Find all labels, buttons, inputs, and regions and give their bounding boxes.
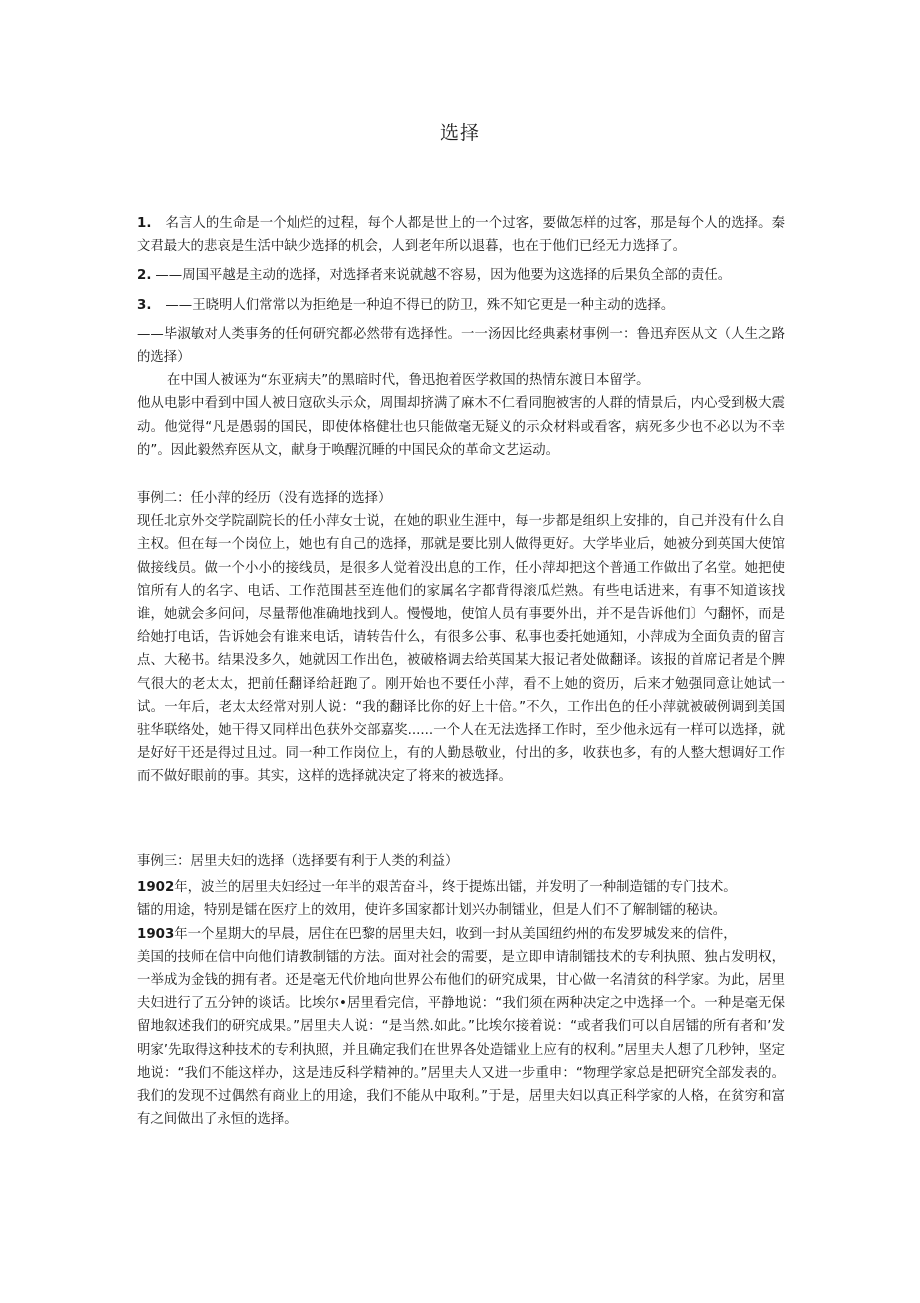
example3-body: 美国的技师在信中向他们请教制镭的方法。面对社会的需要，是立即申请制镭技术的专利执照、独占发明权，一举成为金钱的拥有者。还是毫无代价地向世界公布他们的研究成果，甘心做一名清贫的科学家。为此，居里夫妇进行了五分钟的谈话。比埃尔•居里看完信，平静地说：“我们须在两种决定之中选择一个。一种是毫无保留地叙述我们的研究成果。”居里夫人说：“是当然.如此。”比埃尔接着说：“或者我们可以自居镭的所有者和’发明家’先取得这种技术的专利执照，并且确定我们在世界各处造镭业上应有的权利。”居里夫人想了几秒钟，坚定地说：“我们不能这样办，这是违反科学精神的。”居里夫人又进一步重申：“物理学家总是把研究全部发表的。我们的发现不过偶然有商业上的用途，我们不能从中取利。”于是，居里夫妇以真正科学家的人格，在贫穷和富有之间做出了永恒的选择。 xyxy=(137,949,785,1128)
quote-text: 名言人的生命是一个灿烂的过程，每个人都是世上的一个过客，要做怎样的过客，那是每个人的选择。秦文君最大的悲哀是生活中缺少选择的机会，人到老年所以退暮，也在于他们已经无力选择了。 xyxy=(137,216,785,255)
example3-line-2: 镭的用途，特别是镭在医疗上的效用，使许多国家都计划兴办制镭业，但是人们不了解制镭的秘诀。 xyxy=(137,903,727,919)
quote-number: 1. xyxy=(137,216,152,231)
year-1903: 1903 xyxy=(137,926,175,942)
example3-sentence: 年，波兰的居里夫妇经过一年半的艰苦奋斗，终于提炼出镭，并发明了一种制造镭的专门技术。 xyxy=(174,880,737,896)
quote-text: ——周国平越是主动的选择，对选择者来说就越不容易，因为他要为这选择的后果负全部的责任。 xyxy=(155,268,732,284)
quote-number: 3. xyxy=(137,297,152,313)
example2-body: 现任北京外交学院副院长的任小萍女士说，在她的职业生涯中，每一步都是组织上安排的，自己并没有什么自主权。但在每一个岗位上，她也有自己的选择，那就是要比别人做得更好。大学毕业后，她被分到英国大使馆做接线员。做一个小小的接线员，是很多人觉着没出息的工作，任小萍却把这个普通工作做出了名堂。她把使馆所有人的名字、电话、工作范围甚至连他们的家属名字都背得滚瓜烂熟。有些电话进来，有事不知道该找谁，她就会多问问，尽量帮他准确地找到人。慢慢地，使馆人员有事要外出，并不是告诉他们〕勺翻怀，而是给她打电话，告诉她会有谁来电话，请转告什么，有很多公事、私事也委托她通知，小萍成为全面负责的留言点、大秘书。结果没多久，她就因工作出色，被破格调去给英国某大报记者处做翻译。该报的首席记者是个脾气很大的老太太，把前任翻译给赶跑了。刚开始也不要任小萍，看不上她的资历，后来才勉强同意让她试一试。一年后，老太太经常对别人说：“我的翻译比你的好上十倍。”不久，工作出色的任小萍就被破例调到美国驻华联络处，她干得又同样出色获外交部嘉奖......一个人在无法选择工作时，至少他永远有一样可以选择，就是好好干还是得过且过。同一种工作岗位上，有的人勤恳敬业，付出的多，收获也多，有的人整大想调好工作而不做好眼前的事。其实，这样的选择就决定了将来的被选择。 xyxy=(137,514,785,785)
quote-item-2 xyxy=(137,264,785,287)
example3-sentence: 年一个星期大的早晨，居住在巴黎的居里夫妇，收到一封从美国纽约州的布发罗城发来的信件， xyxy=(174,926,737,942)
quote-text: ——王晓明人们常常以为拒绝是一种迫不得已的防卫，殊不知它更是一种主动的选择。 xyxy=(165,297,675,313)
quote-item-3 xyxy=(137,294,785,317)
example3-line-1 xyxy=(137,876,785,899)
example3-heading: 事例三：居里夫妇的选择（选择要有利于人类的利益） xyxy=(137,854,459,869)
page-title: 选择 xyxy=(439,122,480,144)
example3-line-3 xyxy=(137,923,785,946)
example1-body: 他从电影中看到中国人被日寇砍头示众，周围却挤满了麻木不仁看同胞被害的人群的情景后，内心受到极大震动。他觉得“凡是愚弱的国民，即使体格健壮也只能做毫无疑义的示众材料或看客，病死多少也不必以为不幸的”。因此毅然弃医从文，献身于唤醒沉睡的中国民众的革命文艺运动。 xyxy=(137,396,785,458)
quote-item-1 xyxy=(137,212,785,258)
quote-list xyxy=(137,212,785,462)
example2-heading: 事例二：任小萍的经历（没有选择的选择） xyxy=(137,491,392,506)
quote-number: 2. xyxy=(137,268,152,284)
example1-intro: 在中国人被诬为“东亚病夫”的黑暗时代，鲁迅抱着医学救国的热情东渡日本留学。 xyxy=(167,373,650,389)
example3-section xyxy=(137,850,785,1131)
example2-section xyxy=(137,487,785,789)
quote-item-4: ——毕淑敏对人类事务的任何研究都必然带有选择性。一一汤因比经典素材事例一：鲁迅弃医从文（人生之路的选择） xyxy=(137,326,785,366)
year-1902: 1902 xyxy=(137,880,175,896)
